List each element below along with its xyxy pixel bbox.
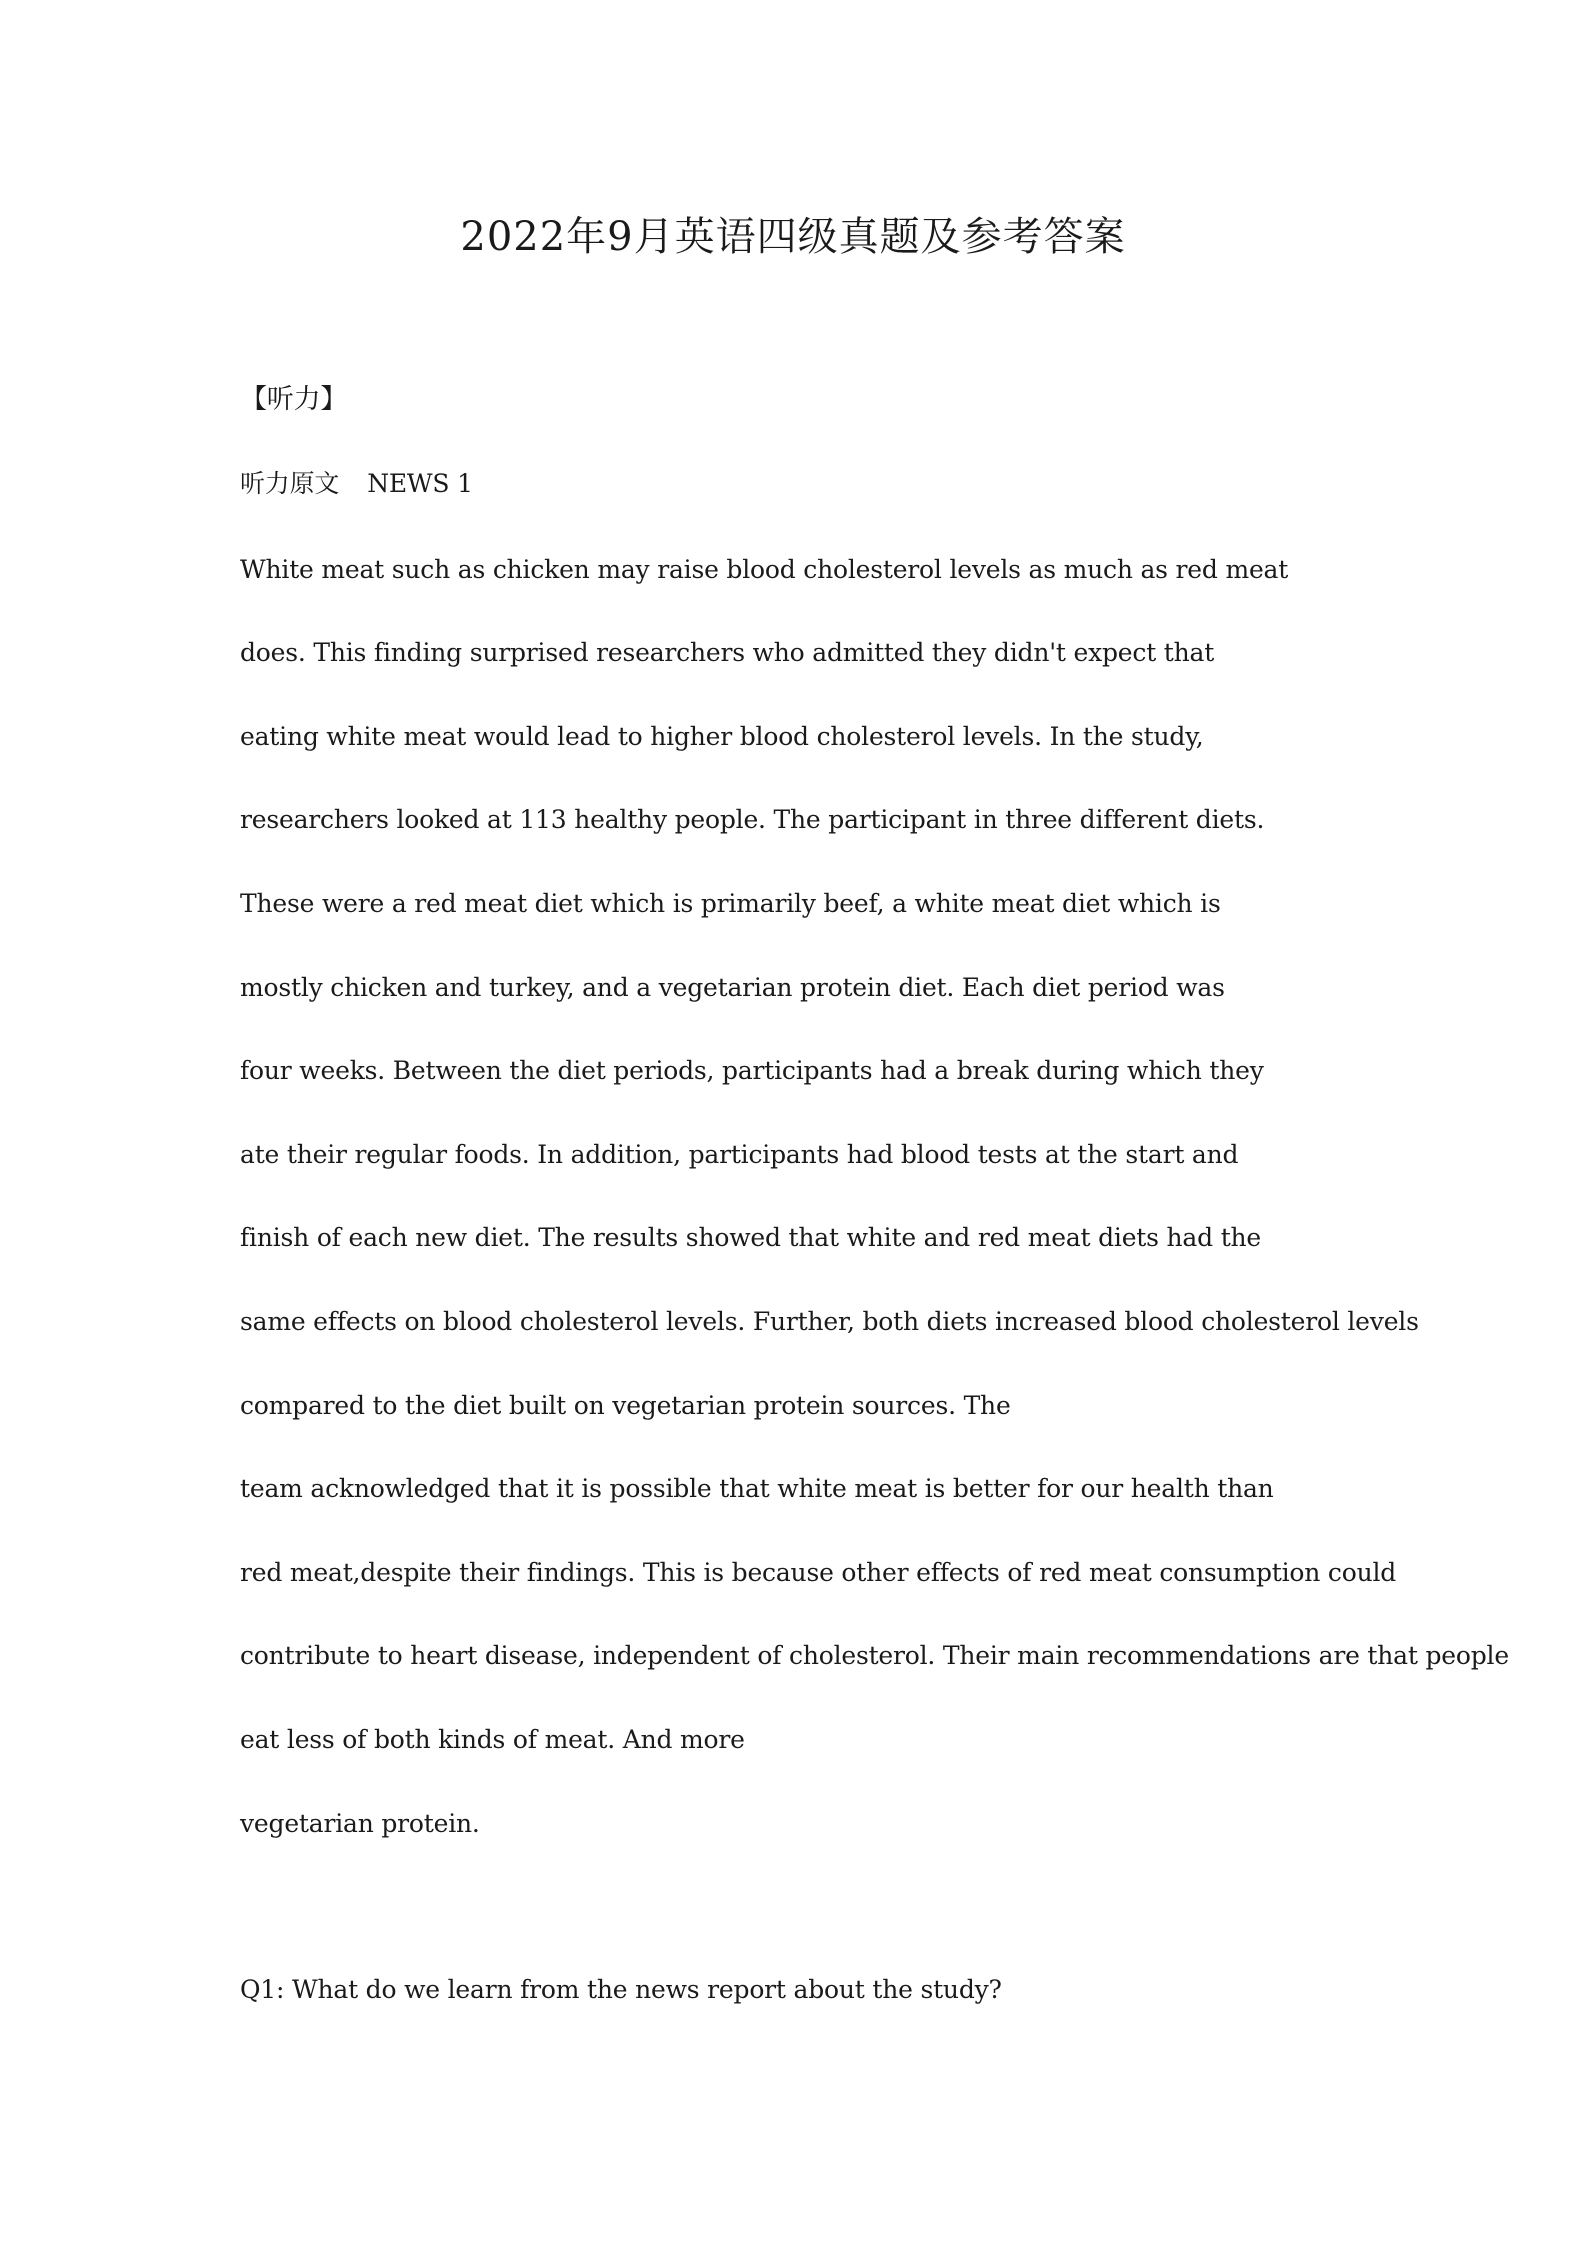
passage-line: does. This finding surprised researchers who admitted they didn't expect that [240, 638, 1215, 667]
passage-line: researchers looked at 113 healthy people. The participant in three different diets. [240, 805, 1265, 834]
question-1: Q1: What do we learn from the news report about the study? [240, 1975, 1002, 2004]
passage-line: eat less of both kinds of meat. And more [240, 1725, 745, 1754]
passage-line: contribute to heart disease, independent of cholesterol. Their main recommendations are that people [240, 1641, 1509, 1670]
passage-line: red meat,despite their findings. This is because other effects of red meat consumption could [240, 1558, 1397, 1587]
passage-line: compared to the diet built on vegetarian protein sources. The [240, 1391, 1011, 1420]
passage-line: four weeks. Between the diet periods, participants had a break during which they [240, 1056, 1264, 1085]
news-label: NEWS 1 [367, 469, 473, 498]
passage-line: These were a red meat diet which is primarily beef, a white meat diet which is [240, 889, 1221, 918]
passage-line: ate their regular foods. In addition, participants had blood tests at the start and [240, 1140, 1239, 1169]
passage-line: vegetarian protein. [240, 1809, 480, 1838]
passage-line: finish of each new diet. The results showed that white and red meat diets had the [240, 1223, 1262, 1252]
news-label-line [240, 466, 473, 502]
news-label-cn: 听力原文 [240, 469, 340, 498]
passage-line: White meat such as chicken may raise blood cholesterol levels as much as red meat [240, 555, 1289, 584]
passage-line: same effects on blood cholesterol levels. Further, both diets increased blood cholesterol levels [240, 1307, 1419, 1336]
passage-line: team acknowledged that it is possible that white meat is better for our health than [240, 1474, 1274, 1503]
passage-line: eating white meat would lead to higher blood cholesterol levels. In the study, [240, 722, 1204, 751]
document-title: 2022年9月英语四级真题及参考答案 [460, 214, 1126, 260]
passage-line: mostly chicken and turkey, and a vegetarian protein diet. Each diet period was [240, 973, 1225, 1002]
section-heading: 【听力】 [240, 384, 348, 415]
